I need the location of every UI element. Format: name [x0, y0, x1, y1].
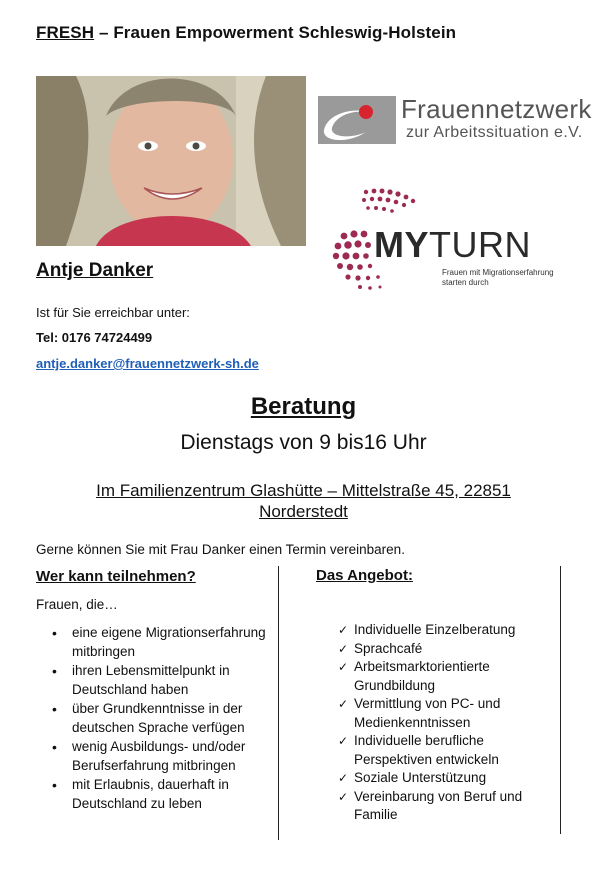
contact-email-link[interactable]: antje.danker@frauennetzwerk-sh.de [36, 356, 259, 371]
frauennetzwerk-name: Frauennetzwerk [401, 94, 592, 124]
list-item: • eine eigene Migrationserfahrung mitbringen [52, 624, 274, 661]
appointment-note: Gerne können Sie mit Frau Danker einen Termin vereinbaren. [36, 542, 405, 557]
list-item: • wenig Ausbildungs- und/oder Berufserfahrung mitbringen [52, 738, 274, 775]
participants-intro: Frauen, die… [36, 597, 118, 612]
check-icon: ✓ [338, 641, 349, 656]
list-item: ✓ Sprachcafé [338, 640, 558, 659]
right-border [560, 566, 561, 834]
offer-heading: Das Angebot: [316, 567, 413, 584]
myturn-tagline: Frauen mit Migrationserfahrung starten durch [442, 268, 554, 287]
list-item: ✓ Soziale Unterstützung [338, 769, 558, 788]
check-icon: ✓ [338, 697, 349, 711]
beratung-heading: Beratung [250, 393, 357, 420]
list-item: ✓ Individuelle Einzelberatung [338, 621, 558, 640]
check-icon: ✓ [338, 734, 349, 748]
check-icon: ✓ [338, 789, 349, 804]
myturn-logo [330, 186, 590, 296]
beratung-hours: Dienstags von 9 bis16 Uhr [180, 431, 427, 454]
list-item: • über Grundkenntnisse in der deutschen Sprache verfügen [52, 700, 274, 737]
frauennetzwerk-subtitle: zur Arbeitssituation e.V. [406, 124, 583, 141]
participants-list [52, 624, 274, 814]
check-icon: ✓ [338, 660, 349, 674]
myturn-wordmark: MYTURN [374, 224, 531, 265]
list-item: ✓ Vereinbarung von Beruf und Familie [338, 788, 523, 822]
check-icon: ✓ [338, 623, 349, 637]
list-item: ✓ Vermittlung von PC- und Medienkenntnissen [338, 696, 501, 730]
beratung-location: Im Familienzentrum Glashütte – Mittelstraße 45, 22851 Norderstedt [96, 481, 511, 521]
contact-phone: Tel: 0176 74724499 [36, 330, 153, 345]
title-abbr: FRESH [36, 23, 95, 42]
list-item: ✓ Individuelle berufliche Perspektiven entwickeln [338, 733, 499, 767]
list-item: ✓ Arbeitsmarktorientierte Grundbildung [338, 659, 490, 693]
frauennetzwerk-swoosh-icon [318, 90, 400, 148]
page-title [36, 23, 456, 43]
portrait-photo [36, 76, 306, 246]
column-divider [278, 566, 279, 840]
contact-name: Antje Danker [36, 260, 154, 281]
offer-list [338, 621, 558, 825]
frauennetzwerk-logo [318, 90, 598, 150]
contact-reach-label: Ist für Sie erreichbar unter: [36, 305, 190, 320]
title-rest: – Frauen Empowerment Schleswig-Holstein [94, 23, 457, 42]
list-item: • ihren Lebensmittelpunkt in Deutschland haben [52, 662, 274, 699]
check-icon: ✓ [338, 771, 349, 785]
list-item: • mit Erlaubnis, dauerhaft in Deutschland zu leben [52, 776, 274, 813]
participants-heading: Wer kann teilnehmen? [36, 568, 196, 585]
